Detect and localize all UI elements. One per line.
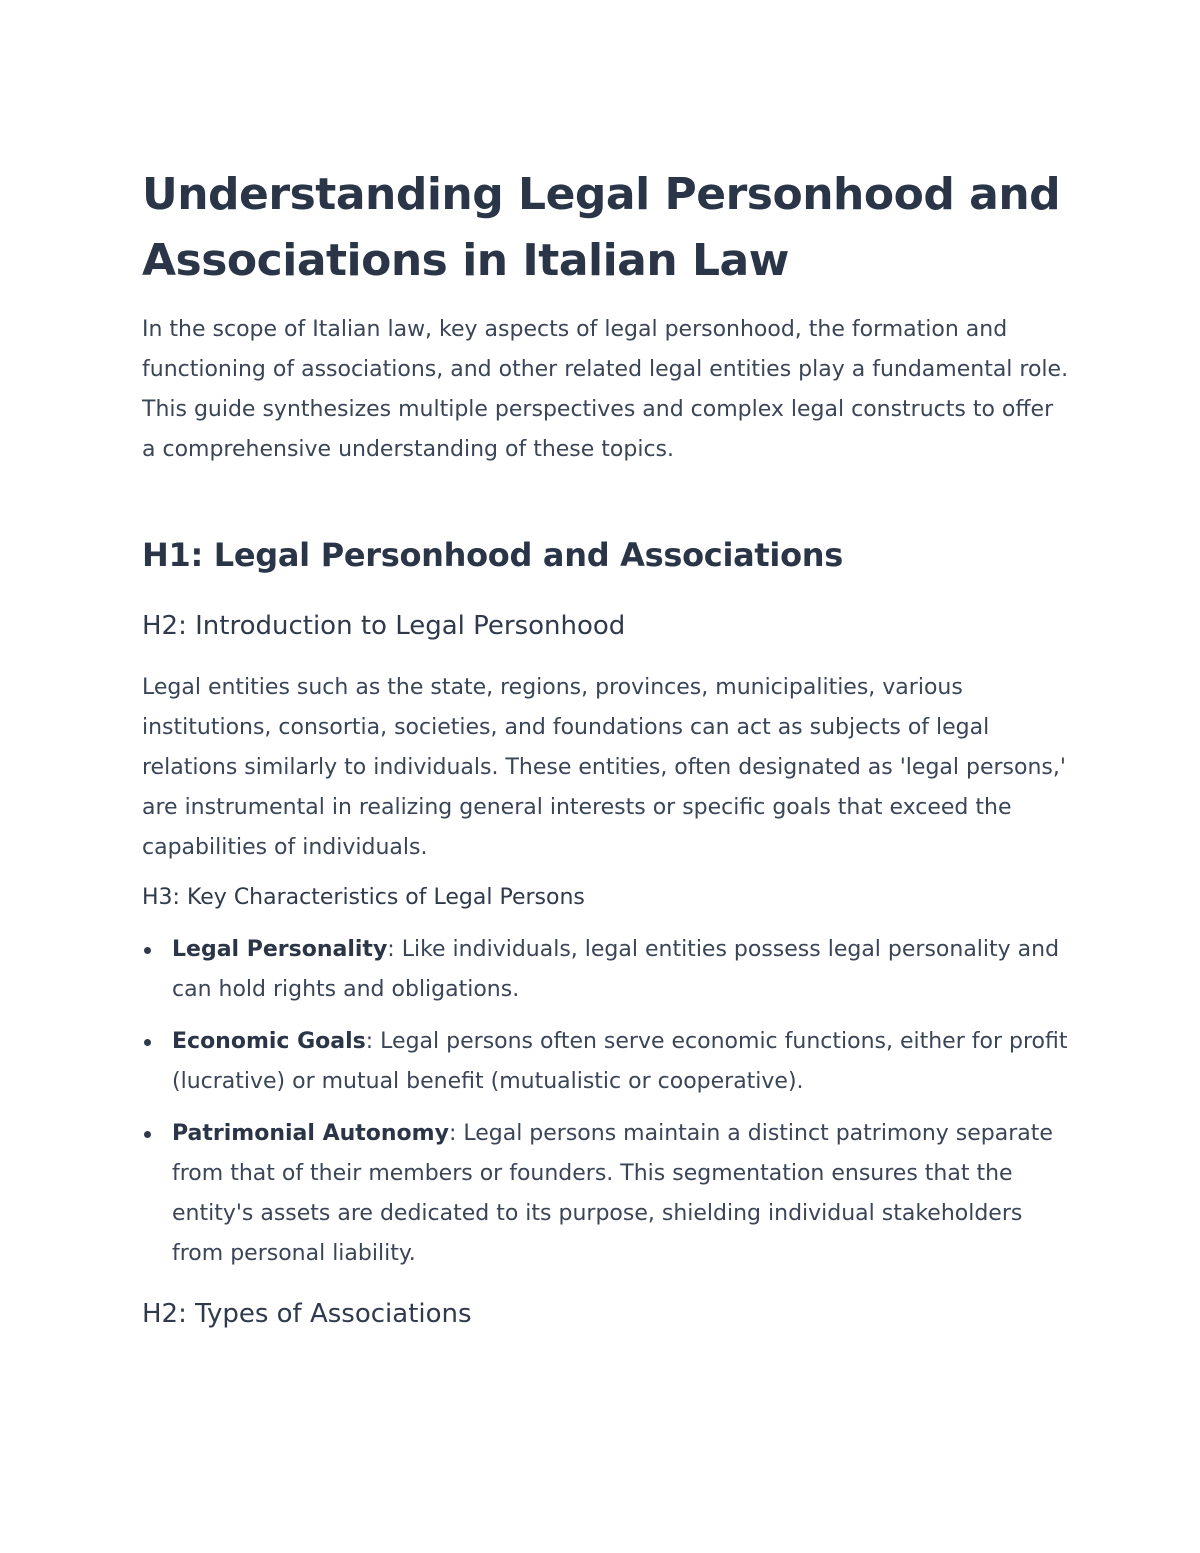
list-item xyxy=(142,930,1072,1010)
list-item xyxy=(142,1022,1072,1102)
list-item-text: : Like individuals, legal entities possess legal personality and can hold rights and obligations. xyxy=(172,937,1060,1002)
heading-key-characteristics: H3: Key Characteristics of Legal Persons xyxy=(142,885,585,910)
document-title: Understanding Legal Personhood and Associations in Italian Law xyxy=(142,169,1061,286)
characteristics-list xyxy=(142,930,1072,1286)
term-legal-personality: Legal Personality xyxy=(172,937,388,962)
list-item-text: : Legal persons maintain a distinct patrimony separate from that of their members or founders. This segmentation ensures that the entity's assets are dedicated to its purpose, shielding individual stakeholders from personal liability. xyxy=(172,1121,1053,1266)
term-patrimonial-autonomy: Patrimonial Autonomy xyxy=(172,1121,449,1146)
heading-types-of-associations: H2: Types of Associations xyxy=(142,1299,472,1329)
heading-legal-personhood-associations: H1: Legal Personhood and Associations xyxy=(142,536,844,574)
list-item xyxy=(142,1114,1072,1274)
legal-entities-paragraph: Legal entities such as the state, regions, provinces, municipalities, various institutions, consortia, societies, and foundations can act as subjects of legal relations similarly to individuals. These entities, often designated as 'legal persons,' are instrumental in realizing general interests or specific goals that exceed the capabilities of individuals. xyxy=(142,675,1066,860)
bullet-icon xyxy=(144,947,151,954)
bullet-icon xyxy=(144,1131,151,1138)
list-item-text: : Legal persons often serve economic functions, either for profit (lucrative) or mutual benefit (mutualistic or cooperative). xyxy=(172,1029,1068,1094)
intro-paragraph: In the scope of Italian law, key aspects of legal personhood, the formation and functioning of associations, and other related legal entities play a fundamental role. This guide synthesizes multiple perspectives and complex legal constructs to offer a comprehensive understanding of these topics. xyxy=(142,317,1069,462)
term-economic-goals: Economic Goals xyxy=(172,1029,366,1054)
heading-introduction-legal-personhood: H2: Introduction to Legal Personhood xyxy=(142,611,626,641)
bullet-icon xyxy=(144,1039,151,1046)
